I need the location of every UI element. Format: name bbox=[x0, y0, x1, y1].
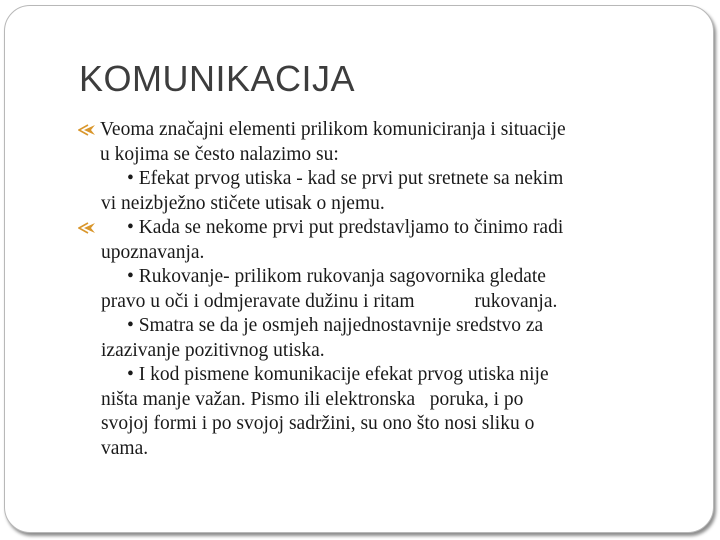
lead-line-1: Veoma značajni elementi prilikom komuniciranja i situacije bbox=[100, 119, 566, 140]
item-line: • I kod pismene komunikacije efekat prvog utiska nije bbox=[127, 364, 549, 385]
bullet-paragraph-main bbox=[78, 118, 678, 216]
item-line: • Kada se nekome prvi put predstavljamo to činimo radi bbox=[127, 217, 564, 238]
item-line-part: rukovanja. bbox=[474, 290, 558, 312]
lead-line-2: u kojima se često nalazimo su: bbox=[100, 143, 339, 165]
item-line-part: pravo u oči i odmjeravate dužinu i ritam bbox=[101, 290, 415, 312]
item-line-split bbox=[101, 290, 678, 315]
slide-body bbox=[78, 118, 678, 461]
item-line: vama. bbox=[101, 437, 149, 459]
item-line: • Rukovanje- prilikom rukovanja sagovornika gledate bbox=[127, 266, 546, 287]
item-line: upoznavanja. bbox=[101, 241, 205, 263]
item-written-communication bbox=[78, 363, 678, 461]
item-line: ništa manje važan. Pismo ili elektronska poruka, i po bbox=[101, 388, 524, 410]
item-line: izazivanje pozitivnog utiska. bbox=[101, 339, 325, 361]
item-first-impression bbox=[78, 167, 678, 216]
item-line: svojoj formi i po svojoj sadržini, su ono što nosi sliku o bbox=[101, 413, 535, 434]
item-smile bbox=[78, 314, 678, 363]
item-line: • Efekat prvog utiska - kad se prvi put sretnete sa nekim bbox=[127, 168, 564, 189]
reverse-arrowhead-bullet-icon bbox=[78, 222, 96, 234]
slide-title: KOMUNIKACIJA bbox=[79, 58, 356, 99]
item-line: • Smatra se da je osmjeh najjednostavnije sredstvo za bbox=[127, 315, 544, 336]
lead-text bbox=[78, 118, 678, 167]
item-introduction bbox=[78, 216, 678, 265]
reverse-arrowhead-bullet-icon bbox=[78, 124, 96, 136]
bullet-paragraph-second bbox=[78, 216, 678, 461]
item-handshake bbox=[78, 265, 678, 314]
item-line: vi neizbježno stičete utisak o njemu. bbox=[101, 192, 385, 214]
